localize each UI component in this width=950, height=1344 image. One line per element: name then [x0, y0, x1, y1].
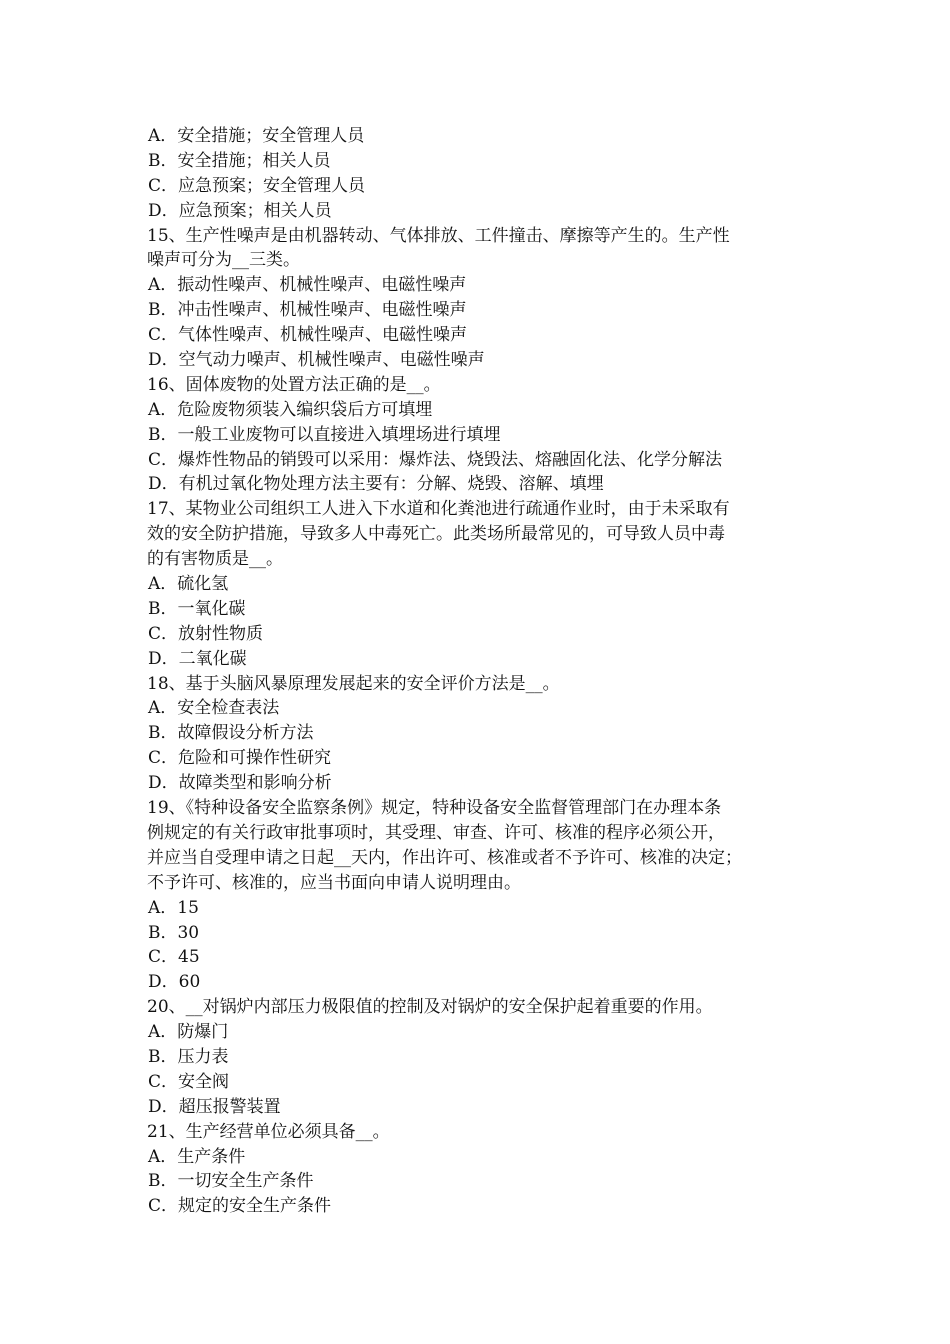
answer-option: A．危险废物须装入编织袋后方可填埋 [148, 399, 433, 420]
answer-option: A．安全措施；安全管理人员 [148, 126, 365, 146]
question-text: 21、生产经营单位必须具备__。 [147, 1121, 390, 1142]
answer-option: D．故障类型和影响分析 [148, 773, 332, 794]
question-text: 16、固体废物的处置方法正确的是__。 [147, 374, 441, 395]
answer-option: D．二氧化碳 [148, 648, 247, 669]
question-text: 的有害物质是__。 [147, 549, 283, 570]
answer-option: B．故障假设分析方法 [148, 723, 314, 744]
answer-option: B．30 [148, 922, 200, 943]
answer-option: B．安全措施；相关人员 [148, 150, 331, 171]
answer-option: B．一般工业废物可以直接进入填埋场进行填埋 [148, 424, 501, 445]
answer-option: B．压力表 [148, 1046, 229, 1067]
answer-option: D．超压报警装置 [148, 1096, 281, 1117]
answer-option: C．爆炸性物品的销毁可以采用：爆炸法、烧毁法、熔融固化法、化学分解法 [148, 449, 723, 470]
question-text: 15、生产性噪声是由机器转动、气体排放、工件撞击、摩擦等产生的。生产性 [147, 225, 730, 246]
question-text: 并应当自受理申请之日起__天内，作出许可、核准或者不予许可、核准的决定； [147, 847, 742, 868]
answer-option: D．有机过氧化物处理方法主要有：分解、烧毁、溶解、填埋 [148, 474, 604, 495]
answer-option: A．安全检查表法 [148, 698, 280, 719]
answer-option: C．安全阀 [148, 1071, 230, 1092]
answer-option: D．空气动力噪声、机械性噪声、电磁性噪声 [148, 350, 485, 371]
answer-option: C．45 [148, 947, 200, 968]
question-text: 效的安全防护措施，导致多人中毒死亡。此类场所最常见的，可导致人员中毒 [147, 524, 725, 545]
document-text-block [147, 124, 827, 1219]
answer-option: C．规定的安全生产条件 [148, 1196, 332, 1217]
answer-option: D．60 [148, 972, 201, 993]
answer-option: C．气体性噪声、机械性噪声、电磁性噪声 [148, 325, 468, 346]
answer-option: A．振动性噪声、机械性噪声、电磁性噪声 [148, 275, 467, 296]
question-text: 19、《特种设备安全监察条例》规定，特种设备安全监督管理部门在办理本条 [147, 798, 722, 819]
question-text: 不予许可、核准的，应当书面向申请人说明理由。 [147, 872, 521, 893]
answer-option: A．防爆门 [148, 1022, 229, 1043]
answer-option: B．一氧化碳 [148, 598, 246, 619]
answer-option: D．应急预案；相关人员 [148, 200, 332, 221]
question-text: 例规定的有关行政审批事项时，其受理、审查、许可、核准的程序必须公开， [147, 822, 725, 843]
answer-option: C．危险和可操作性研究 [148, 748, 332, 769]
answer-option: A．生产条件 [148, 1146, 246, 1167]
question-text: 20、__对锅炉内部压力极限值的控制及对锅炉的安全保护起着重要的作用。 [147, 997, 713, 1018]
question-text: 18、基于头脑风暴原理发展起来的安全评价方法是__。 [147, 673, 560, 694]
answer-option: C．放射性物质 [148, 623, 264, 644]
answer-option: A．15 [148, 897, 199, 918]
answer-option: B．冲击性噪声、机械性噪声、电磁性噪声 [148, 300, 467, 321]
answer-option: C．应急预案；安全管理人员 [148, 175, 366, 196]
question-text: 17、某物业公司组织工人进入下水道和化粪池进行疏通作业时，由于未采取有 [147, 499, 730, 520]
answer-option: A．硫化氢 [148, 574, 229, 595]
answer-option: B．一切安全生产条件 [148, 1171, 314, 1192]
question-text: 噪声可分为__三类。 [147, 250, 300, 271]
